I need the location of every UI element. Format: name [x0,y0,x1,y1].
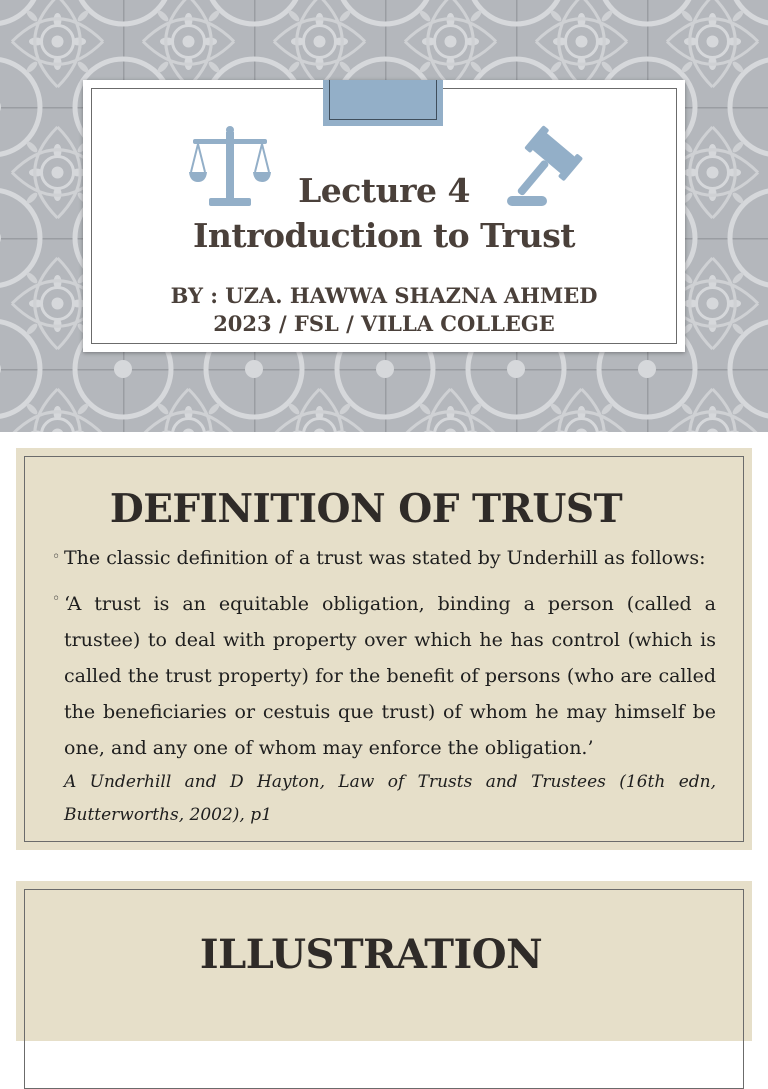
bullet-intro: The classic definition of a trust was stated by Underhill as follows: [64,547,706,569]
byline-author: BY : UZA. HAWWA SHAZNA AHMED [170,283,598,308]
card-tab-frame [329,80,437,120]
title-line-2: Introduction to Trust [192,216,576,255]
title-slide [0,0,768,432]
definition-heading: DEFINITION OF TRUST [109,486,623,532]
illustration-slide [16,881,752,1041]
title-card [83,80,685,352]
definition-slide [16,448,752,850]
slide-frame [24,889,744,1089]
citation: A Underhill and D Hayton, Law of Trusts and Trustees (16th edn, Butterworths, 2002), p1 [64,772,716,825]
author-byline [83,282,685,338]
bullet-marker: ◦ [52,549,61,565]
bullet-marker: ◦ [52,591,61,607]
bullet-definition-quote: ‘A trust is an equitable obligation, binding a person (called a trustee) to deal with property over which he has control (which is called the trust property) for the benefit of persons (who are called the beneficiaries or cestuis que trust) of whom he may himself be one, and any one of whom may enforce the obligation.’ [64,593,716,759]
illustration-heading: ILLUSTRATION [199,931,543,978]
title-line-1: Lecture 4 [298,171,470,210]
byline-institution: 2023 / FSL / VILLA COLLEGE [213,311,555,336]
slide-title [83,168,685,258]
card-tab-accent [323,80,443,126]
